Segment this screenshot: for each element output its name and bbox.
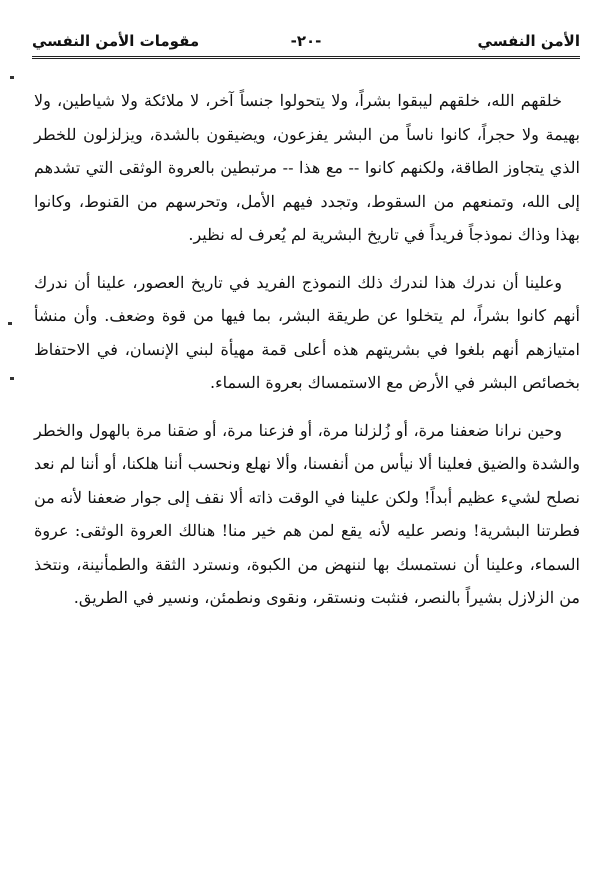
page-header [32,26,580,56]
header-rule [32,56,580,59]
book-title: الأمن النفسي [477,32,580,50]
chapter-title: مقومات الأمن النفسي [32,32,200,50]
margin-mark [8,322,12,325]
body-paragraph: وحين نرانا ضعفنا مرة، أو زُلزلنا مرة، أو فزعنا مرة، أو ضقنا مرة بالهول والخطر والشدة والضيق فعلينا ألا نيأس من أنفسنا، وألا نهلع ونحسب أننا هلكنا، أو أننا لم نعد نصلح لشيء عظيم أبداً! ولكن علينا في الوقت ذاته ألا نقف إلى جوار ضعفنا لأنه من فطرتنا البشرية! ونصر عليه لأنه يقع لمن هم خير منا! هنالك العروة الوثقى: عروة السماء، وعلينا أن نستمسك بها لننهض من الكبوة، ونسترد الثقة والطمأنينة، ونتخذ من الزلازل بشيراً بالنصر، فنثبت ونستقر، ونقوى ونطمئن، ونسير في الطريق. [34,420,581,607]
body-paragraph: وعلينا أن ندرك هذا لندرك ذلك النموذج الفريد في تاريخ العصور، علينا أن ندرك أنهم كانوا بشراً، لم يتخلوا عن طريقة البشر، بما فيها من قوة وضعف. وأن منشأ امتيازهم أنهم بلغوا في بشريتهم هذه أعلى قمة مهيأة لبني الإنسان، في الاحتفاظ بخصائص البشر في الأرض مع الاستمساك بعروة السماء. [34,272,580,392]
page-number: -٢٠- [290,32,322,50]
body-paragraph: خلقهم الله، خلقهم ليبقوا بشراً، ولا يتحولوا جنساً آخر، لا ملائكة ولا شياطين، ولا بهيمة ولا حجراً، كانوا ناساً من البشر يفزعون، ويضيقون بالشدة، ويزلزلون للخطر الذي يتجاوز الطاقة، ولكنهم كانوا -- مع هذا -- مرتبطين بالعروة الوثقى التي تشدهم إلى الله، وتمنعهم من السقوط، وتجدد فيهم الأمل، وتحرسهم من القنوط، وكانوا بهذا وذاك نموذجاً فريداً في تاريخ البشرية لم يُعرف له نظير. [34,91,580,244]
margin-mark [10,76,14,79]
margin-mark [10,377,14,380]
page-body [34,84,580,629]
